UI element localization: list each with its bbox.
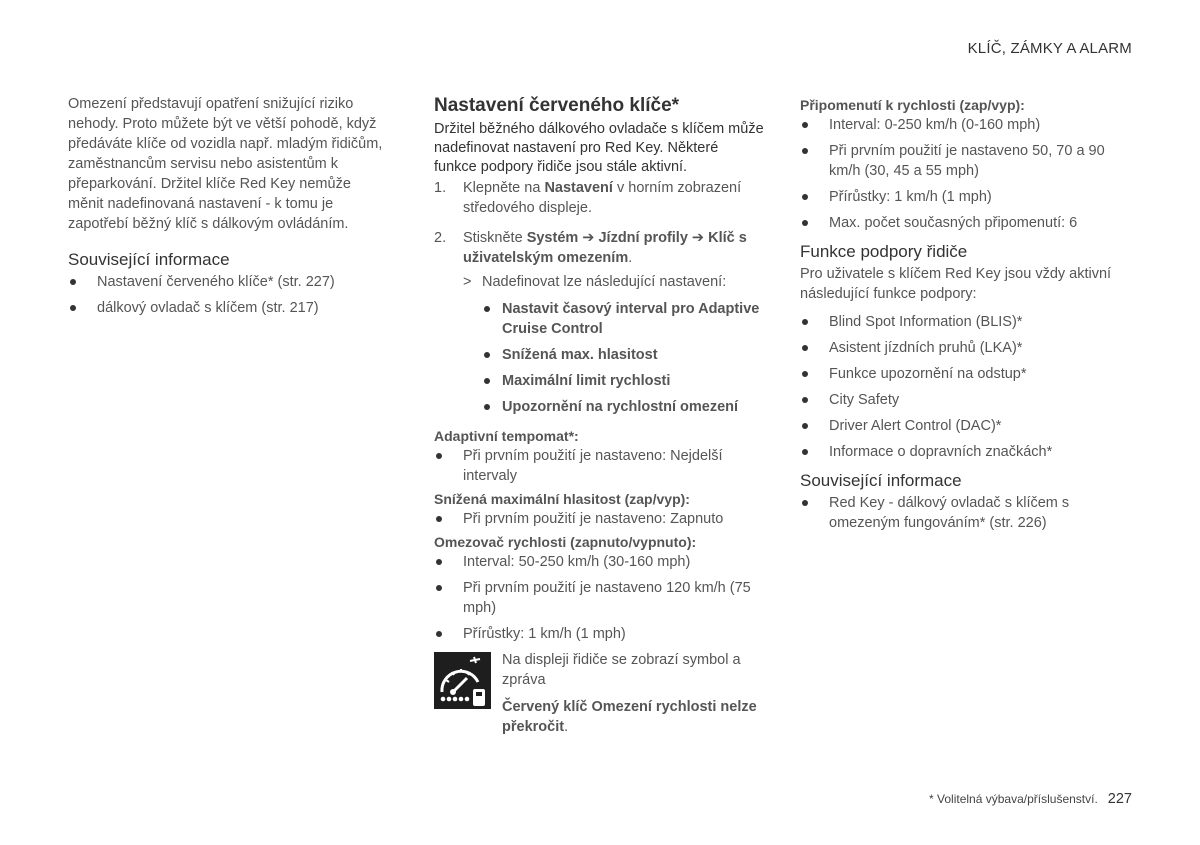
setting-item: Maximální limit rychlosti <box>463 371 764 391</box>
step-1 <box>434 178 764 218</box>
support-intro: Pro uživatele s klíčem Red Key jsou vždy aktivní následující funkce podpory: <box>800 266 1112 302</box>
reminder-list <box>800 115 1140 233</box>
related-heading: Související informace <box>68 250 230 269</box>
support-item: Driver Alert Control (DAC)* <box>800 416 1140 436</box>
support-item: Blind Spot Information (BLIS)* <box>800 312 1140 332</box>
page-footer <box>929 791 1132 807</box>
support-item: Asistent jízdních pruhů (LKA)* <box>800 338 1140 358</box>
limiter-heading: Omezovač rychlosti (zapnuto/vypnuto): <box>434 534 697 550</box>
setting-item: Upozornění na rychlostní omezení <box>463 397 764 417</box>
reminder-item: Přírůstky: 1 km/h (1 mph) <box>800 187 1140 207</box>
reminder-item: Max. počet současných připomenutí: 6 <box>800 213 1140 233</box>
symbol-description: Na displeji řidiče se zobrazí symbol a zpráva <box>502 652 741 688</box>
step-number: 1. <box>434 180 447 196</box>
support-item: Informace o dopravních značkách* <box>800 442 1140 462</box>
column-middle <box>434 94 764 737</box>
setting-item: Snížená max. hlasitost <box>463 345 764 365</box>
volume-heading: Snížená maximální hlasitost (zap/vyp): <box>434 491 690 507</box>
step-text: . <box>628 250 633 266</box>
setting-item: Nastavit časový interval pro Adaptive Cruise Control <box>463 299 764 339</box>
step-2 <box>434 228 764 417</box>
step-result <box>463 272 764 292</box>
symbol-message-text: Červený klíč Omezení rychlosti nelze překročit <box>502 699 757 735</box>
support-list <box>800 312 1140 462</box>
section-title: KLÍČ, ZÁMKY A ALARM <box>967 40 1132 57</box>
support-heading: Funkce podpory řidiče <box>800 242 968 261</box>
acc-list <box>434 446 764 486</box>
page-number: 227 <box>1107 791 1132 807</box>
reminder-heading: Připomenutí k rychlosti (zap/vyp): <box>800 97 1025 113</box>
column-right <box>800 94 1140 539</box>
title-intro: Držitel běžného dálkového ovladače s klíčem může nadefinovat nastavení pro Red Key. Některé funkce podpory řidiče jsou stále aktivní. <box>434 121 764 175</box>
volume-list <box>434 509 764 529</box>
speed-limit-key-icon <box>434 652 491 709</box>
step-text: Klepněte na <box>463 180 541 196</box>
menu-path: Systém ➔ Jízdní profily ➔ Klíč s uživatelským omezením <box>463 230 747 266</box>
step-number: 2. <box>434 230 447 246</box>
page-title: Nastavení červeného klíče* <box>434 95 680 116</box>
footnote: * Volitelná výbava/příslušenství. <box>929 792 1098 806</box>
limiter-item: Přírůstky: 1 km/h (1 mph) <box>434 624 764 644</box>
column-left <box>68 94 388 324</box>
settings-label: Nastavení <box>544 180 613 196</box>
limiter-item: Při prvním použití je nastaveno 120 km/h (75 mph) <box>434 578 764 618</box>
related-heading: Související informace <box>800 471 962 490</box>
reminder-item: Interval: 0-250 km/h (0-160 mph) <box>800 115 1140 135</box>
symbol-message-end: . <box>564 719 569 735</box>
related-list <box>800 493 1140 533</box>
related-link[interactable]: Red Key - dálkový ovladač s klíčem s omezeným fungováním* (str. 226) <box>800 493 1140 533</box>
reminder-item: Při prvním použití je nastaveno 50, 70 a 90 km/h (30, 45 a 55 mph) <box>800 141 1140 181</box>
acc-item: Při prvním použití je nastaveno: Nejdelší intervaly <box>434 446 764 486</box>
support-item: Funkce upozornění na odstup* <box>800 364 1140 384</box>
symbol-message <box>502 697 764 737</box>
related-link[interactable]: Nastavení červeného klíče* (str. 227) <box>68 272 388 292</box>
intro-paragraph: Omezení představují opatření snižující riziko nehody. Proto můžete být ve větší pohodě, když předáváte klíče od vozidla např. mladým řidičům, zaměstnancům servisu nebo asistentům k přeparkování. Držitel klíče Red Key nemůže měnit nadefinovaná nastavení - k tomu je zapotřebí běžný klíč s dálkovým ovládáním. <box>68 96 383 232</box>
step-text: Stiskněte <box>463 230 523 246</box>
support-item: City Safety <box>800 390 1140 410</box>
result-marker: > <box>463 274 472 290</box>
related-link[interactable]: dálkový ovladač s klíčem (str. 217) <box>68 298 388 318</box>
symbol-info <box>434 650 764 737</box>
result-text: Nadefinovat lze následující nastavení: <box>482 274 727 290</box>
step-text: v horním zobrazení středového displeje. <box>463 180 742 216</box>
acc-heading: Adaptivní tempomat*: <box>434 428 579 444</box>
steps-list <box>434 178 764 417</box>
limiter-item: Interval: 50-250 km/h (30-160 mph) <box>434 552 764 572</box>
settings-list <box>463 299 764 417</box>
volume-item: Při prvním použití je nastaveno: Zapnuto <box>434 509 764 529</box>
related-list <box>68 272 388 318</box>
limiter-list <box>434 552 764 644</box>
